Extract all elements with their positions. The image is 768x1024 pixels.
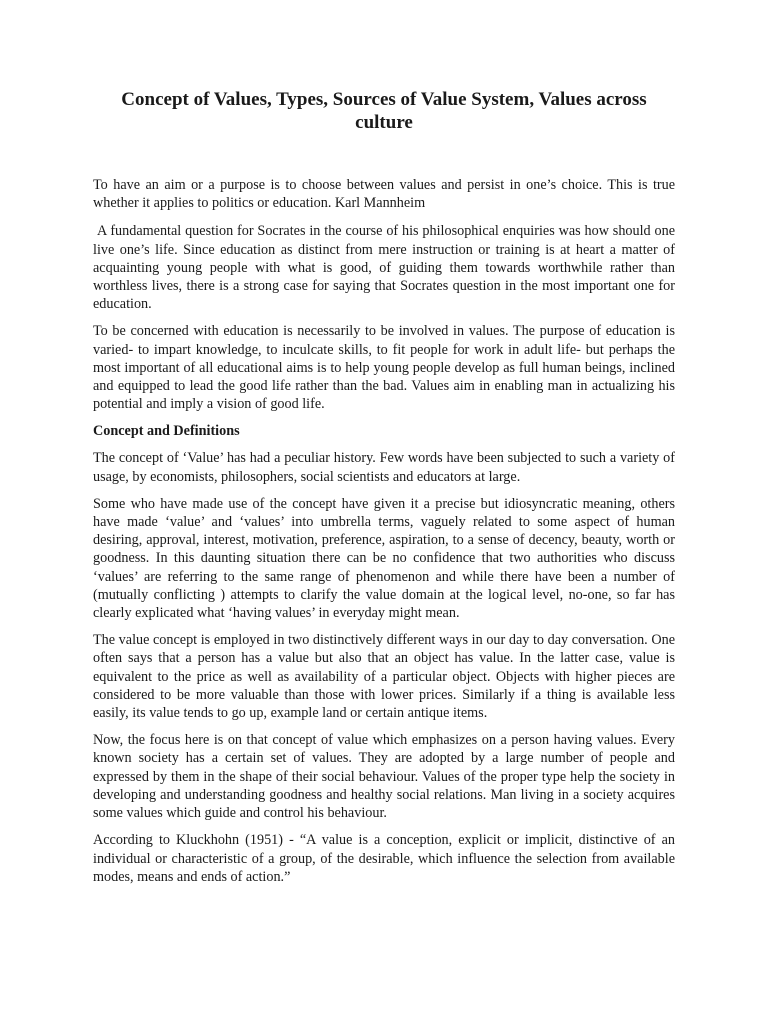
education-values-paragraph: To be concerned with education is necessarily to be involved in values. The purpose of education is varied- to impart knowledge, to inculcate skills, to fit people for work in adult life- but perhaps the most important of all educational aims is to help young people develop as full human beings, inclined and equipped to lead the good life rather than the bad. Values aim in enabling man in actualizing his potential and imply a vision of good life. — [93, 323, 675, 413]
value-meaning-paragraph: Some who have made use of the concept have given it a precise but idiosyncratic meaning, others have made ‘value’ and ‘values’ into umbrella terms, vaguely related to some aspect of human desiring, approval, interest, motivation, preference, aspiration, to a sense of decency, beauty, worth or goodness. In this daunting situation there can be no confidence that two authorities who discuss ‘values’ are referring to the same range of phenomenon and while there have been a number of (mutually conflicting ) attempts to clarify the value domain at the logical level, no-one, so far has clearly explicated what ‘having values’ in everyday might mean. — [93, 495, 675, 622]
socrates-paragraph: A fundamental question for Socrates in the course of his philosophical enquiries was how should one live one’s life. Since education as distinct from mere instruction or training is at heart a matter of acquainting young people with what is good, of guiding them towards worthwhile rather than worthless lives, there is a strong case for saying that Socrates question in the most important one for education. — [93, 223, 675, 313]
document-page — [93, 88, 675, 895]
document-title: Concept of Values, Types, Sources of Value System, Values across culture — [121, 89, 647, 133]
value-usage-paragraph: The value concept is employed in two distinctively different ways in our day to day conversation. One often says that a person has a value but also that an object has value. In the latter case, value is equivalent to the price as well as availability of a particular object. Objects with higher pieces are considered to be more valuable than those with lower prices. Similarly if a thing is available less easily, its value tends to go up, example land or certain antique items. — [93, 632, 675, 722]
section-heading: Concept and Definitions — [93, 423, 240, 440]
value-history-paragraph: The concept of ‘Value’ has had a peculiar history. Few words have been subjected to such a variety of usage, by economists, philosophers, social scientists and educators at large. — [93, 450, 675, 485]
epigraph-paragraph: To have an aim or a purpose is to choose between values and persist in one’s choice. This is true whether it applies to politics or education. Karl Mannheim — [93, 177, 675, 212]
kluckhohn-definition-paragraph: According to Kluckhohn (1951) - “A value is a conception, explicit or implicit, distinctive of an individual or characteristic of a group, of the desirable, which influence the selection from available modes, means and ends of action.” — [93, 832, 675, 885]
person-values-paragraph: Now, the focus here is on that concept of value which emphasizes on a person having values. Every known society has a certain set of values. They are adopted by a large number of people and expressed by them in the shape of their social behaviour. Values of the proper type help the society in developing and understanding goodness and healthy social relations. Man living in a society acquires some values which guide and control his behaviour. — [93, 732, 675, 822]
